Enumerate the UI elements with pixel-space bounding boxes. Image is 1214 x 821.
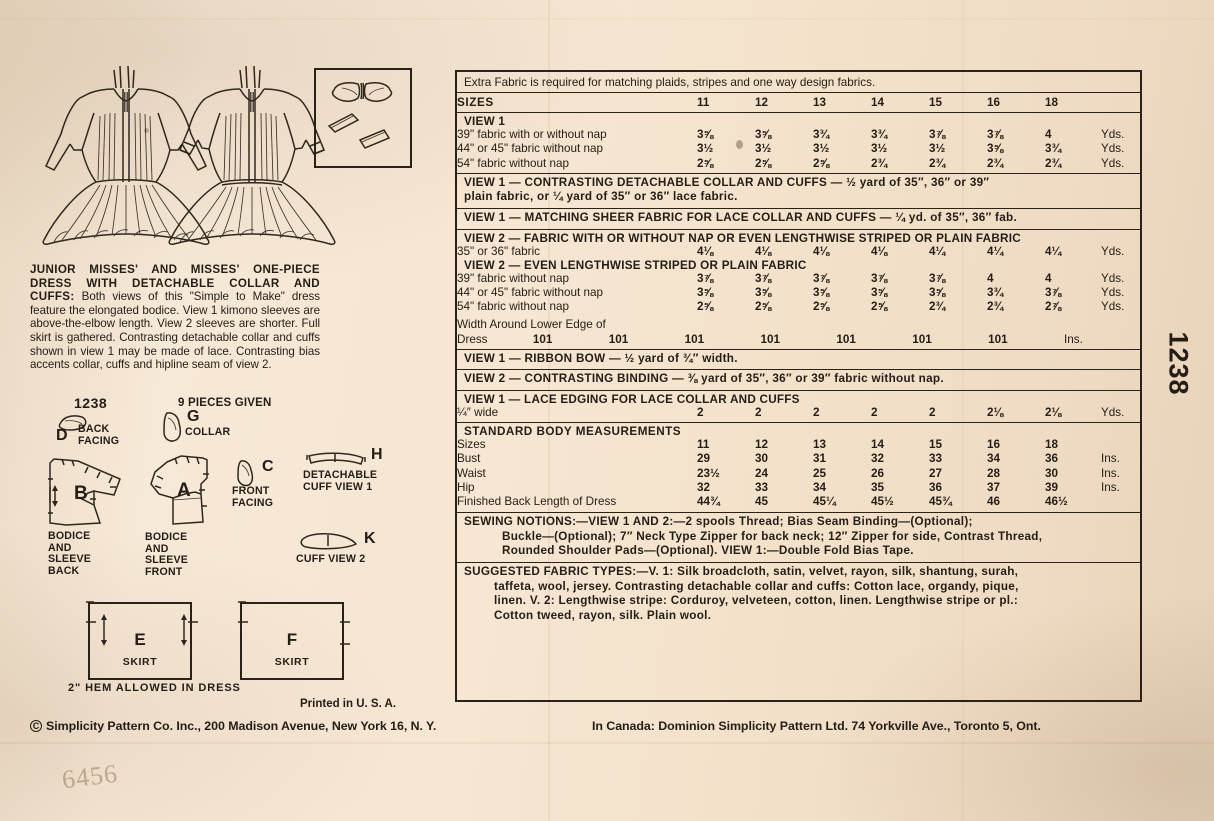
- row-label: 54" fabric without nap: [457, 300, 570, 314]
- canada-distributor-line: In Canada: Dominion Simplicity Pattern Ltd. 74 Yorkville Ave., Toronto 5, Ont.: [592, 719, 1041, 733]
- piece-e-grain-marks: [84, 600, 208, 686]
- note-ribbon-bow: VIEW 1 — RIBBON BOW — ½ yard of ¾″ width.: [464, 351, 738, 365]
- cell: 101: [684, 332, 705, 346]
- cell: 2¾: [987, 156, 1004, 170]
- view2-heading-a: VIEW 2 — FABRIC WITH OR WITHOUT NAP OR EVEN LENGTHWISE STRIPED OR PLAIN FABRIC: [464, 231, 1021, 245]
- table-row: [457, 272, 1140, 286]
- cell: 46½: [1045, 495, 1068, 509]
- piece-g-letter: G: [187, 408, 200, 425]
- cell: 3⅞: [1045, 286, 1062, 299]
- note-collar-cuffs: [457, 174, 1140, 208]
- note-collar-cuffs-line2: plain fabric, or ¼ yard of 35″ or 36″ lace fabric.: [464, 190, 738, 204]
- cell: 3⅞: [697, 271, 714, 285]
- size-col-4: 15: [929, 96, 943, 109]
- table-row: [457, 452, 1140, 466]
- cell: 3½: [871, 142, 888, 156]
- piece-a-letter: A: [177, 480, 191, 501]
- table-row: [457, 142, 1140, 156]
- detachable-cuff-piece-icon: [305, 450, 367, 470]
- pattern-pieces-diagram: [28, 408, 428, 692]
- body-measurements-heading: STANDARD BODY MEASUREMENTS: [464, 425, 682, 439]
- row-unit: Yds.: [1101, 156, 1125, 170]
- cell: 32: [697, 480, 711, 494]
- cell: 3⅞: [987, 128, 1004, 142]
- cell: 4⅛: [697, 244, 714, 258]
- piece-e-skirt: [88, 602, 192, 680]
- size-col-0: 11: [697, 96, 710, 109]
- cell: 4⅛: [755, 244, 772, 258]
- view2-fabric-row-a: [457, 245, 1140, 259]
- piece-h-label-line2: CUFF VIEW 1: [303, 480, 373, 493]
- cell: 36: [929, 480, 943, 494]
- cell: 3⅝: [813, 286, 830, 299]
- table-row: [457, 333, 1140, 347]
- handwritten-note: 6456: [60, 758, 120, 795]
- cell: 2⅝: [697, 300, 714, 314]
- cell: 101: [760, 332, 781, 346]
- cell: 4¼: [1045, 244, 1062, 258]
- row-unit: Ins.: [1101, 466, 1120, 480]
- row-label: Bust: [457, 452, 481, 466]
- piece-a-label-line1: BODICE: [145, 531, 188, 543]
- cell: 14: [871, 438, 885, 452]
- cell: 2⅝: [813, 156, 830, 170]
- row-unit: Yds.: [1101, 142, 1125, 156]
- detachable-collar-and-cuffs-sketch: [316, 70, 410, 166]
- sewing-notions-block: [457, 513, 1140, 562]
- cell: 4¼: [929, 244, 946, 258]
- piece-d-label-line1: BACK: [78, 423, 110, 435]
- view1-heading: VIEW 1: [464, 115, 506, 129]
- notions-line2: Buckle—(Optional); 7″ Neck Type Zipper for back neck; 12″ Zipper for side, Contrast Thread,: [502, 529, 1043, 543]
- size-unit: [1101, 93, 1140, 110]
- piece-k-label: CUFF VIEW 2: [296, 553, 366, 565]
- cell: 13: [813, 438, 827, 452]
- cell: 45¼: [813, 495, 836, 509]
- table-row: [457, 286, 1140, 300]
- table-row: [457, 481, 1140, 495]
- table-row: [457, 438, 1140, 452]
- cell: 3⅝: [871, 286, 888, 299]
- view2-heading-b: VIEW 2 — EVEN LENGTHWISE STRIPED OR PLAIN FABRIC: [464, 258, 807, 272]
- piece-f-grain-marks: [236, 600, 360, 686]
- cell: 2⅛: [987, 406, 1004, 419]
- cuff-view2-piece-icon: [298, 532, 360, 554]
- row-label: 39" fabric without nap: [457, 271, 570, 285]
- cell: 36: [1045, 452, 1059, 466]
- cell: 3½: [697, 142, 714, 156]
- piece-b-letter: B: [74, 483, 88, 504]
- row-label: Finished Back Length of Dress: [457, 495, 617, 509]
- cell: 30: [755, 452, 769, 466]
- piece-e-label: SKIRT: [122, 656, 158, 668]
- view2-fabric-rows-b: [457, 272, 1140, 315]
- row-unit: Yds.: [1101, 244, 1125, 258]
- cell: 45½: [871, 495, 894, 509]
- cell: 16: [987, 438, 1001, 452]
- cell: 32: [871, 452, 885, 466]
- collar-cuff-detail-box: [314, 68, 412, 168]
- piece-c-letter: C: [262, 458, 274, 475]
- cell: 2¾: [1045, 156, 1062, 170]
- cell: 37: [987, 480, 1001, 494]
- front-facing-piece-icon: [234, 458, 260, 488]
- cell: 2: [929, 406, 936, 419]
- note-collar-cuffs-line1: VIEW 1 — CONTRASTING DETACHABLE COLLAR AND CUFFS — ½ yard of 35″, 36″ or 39″: [464, 175, 990, 189]
- cell: 101: [912, 332, 932, 346]
- cell: 3¾: [1045, 142, 1062, 156]
- cell: 24: [755, 466, 769, 480]
- cell: 2¾: [929, 156, 946, 170]
- cell: 3⅝: [755, 128, 772, 142]
- piece-c-front-facing: [232, 458, 274, 509]
- piece-e-letter: E: [134, 630, 146, 649]
- piece-b-label-line2: AND: [48, 541, 72, 554]
- cell: 3⅞: [755, 271, 772, 285]
- cell: 2: [697, 406, 704, 419]
- fabrics-line1: SUGGESTED FABRIC TYPES:—V. 1: Silk broadcloth, satin, velvet, rayon, silk, shantung, surah,: [464, 565, 1019, 578]
- piece-b-label-line1: BODICE: [48, 530, 91, 542]
- size-col-1: 12: [755, 96, 769, 109]
- note-contrasting-binding: VIEW 2 — CONTRASTING BINDING — ⅜ yard of 35″, 36″ or 39″ fabric without nap.: [464, 372, 944, 386]
- cell: 2: [871, 406, 878, 419]
- row-unit: Yds.: [1101, 300, 1125, 314]
- copyright-icon: C: [30, 720, 42, 732]
- row-unit: Yds.: [1101, 406, 1125, 419]
- row-label: Hip: [457, 480, 475, 494]
- row-label: 39" fabric with or without nap: [457, 128, 607, 142]
- fabrics-line4: Cotton tweed, rayon, silk. Plain wool.: [494, 608, 712, 622]
- description-headline: JUNIOR MISSES' AND MISSES' ONE-PIECE DRESS WITH DETACHABLE COLLAR AND CUFFS:: [30, 263, 320, 304]
- cell: 3¾: [813, 128, 830, 142]
- note-sheer-fabric: VIEW 1 — MATCHING SHEER FABRIC FOR LACE COLLAR AND CUFFS — ¼ yd. of 35″, 36″ fab.: [464, 211, 1018, 224]
- cell: 33: [755, 480, 769, 494]
- cell: 11: [697, 438, 710, 452]
- cell: 3⅞: [871, 271, 888, 285]
- bodice-sleeve-back-piece-icon: [48, 457, 128, 529]
- cell: 3⅞: [929, 271, 946, 285]
- cell: 3⅞: [813, 271, 830, 285]
- row-unit: [1101, 438, 1140, 452]
- cell: 2¾: [871, 156, 888, 170]
- row-unit: Ins.: [1101, 452, 1120, 466]
- fabrics-line2: taffeta, wool, jersey. Contrasting detachable collar and cuffs: Cotton lace, organdy, pique,: [494, 579, 1019, 593]
- copyright-line: [30, 719, 436, 733]
- cell: 12: [755, 438, 769, 452]
- row-label: Sizes: [457, 438, 486, 452]
- piece-a-label-line4: FRONT: [145, 565, 183, 578]
- cell: 35: [871, 480, 885, 494]
- cell: 3¾: [871, 128, 888, 142]
- table-row: [457, 467, 1140, 481]
- row-label: Waist: [457, 466, 486, 480]
- cell: 3⅝: [697, 286, 714, 299]
- copyright-text: Simplicity Pattern Co. Inc., 200 Madison Avenue, New York 16, N. Y.: [46, 719, 437, 733]
- piece-k-cuff-view2: [296, 530, 376, 565]
- cell: 44¾: [697, 495, 720, 509]
- cell: 2⅝: [697, 156, 714, 170]
- cell: 3½: [755, 142, 772, 156]
- hem-allowance-note: 2" HEM ALLOWED IN DRESS: [68, 682, 241, 694]
- lace-edging-heading: VIEW 1 — LACE EDGING FOR LACE COLLAR AND CUFFS: [464, 393, 800, 406]
- sizes-header-row: [457, 93, 1140, 110]
- table-row: [457, 157, 1140, 171]
- row-label: 44" or 45" fabric without nap: [457, 142, 604, 156]
- cell: 34: [813, 480, 827, 494]
- cell: 2¾: [987, 300, 1004, 314]
- cell: 4: [987, 271, 994, 285]
- size-col-5: 16: [987, 96, 1001, 109]
- cell: 45¾: [929, 495, 952, 509]
- piece-f-skirt: [240, 602, 344, 680]
- cell: 2: [755, 406, 762, 419]
- piece-d-letter: D: [56, 427, 68, 444]
- row-unit: Yds.: [1101, 286, 1125, 299]
- row-unit: Ins.: [1064, 332, 1083, 346]
- cell: 28: [987, 466, 1001, 480]
- cell: 46: [987, 495, 1001, 509]
- width-lower-edge-line1: Width Around Lower Edge of: [457, 318, 606, 332]
- table-row: [457, 495, 1140, 509]
- row-label: ¼″ wide: [457, 406, 499, 419]
- cell: 34: [987, 452, 1001, 466]
- table-row: [457, 406, 1140, 420]
- cell: 27: [929, 466, 943, 480]
- cell: 4¼: [987, 244, 1004, 258]
- cell: 101: [608, 332, 629, 346]
- row-label: 44" or 45" fabric without nap: [457, 286, 604, 299]
- cell: 2⅛: [1045, 406, 1062, 419]
- piece-g-label: COLLAR: [185, 426, 231, 438]
- piece-a-bodice-sleeve-front: [145, 454, 223, 578]
- piece-h-label-line1: DETACHABLE: [303, 469, 378, 481]
- piece-b-label-line4: BACK: [48, 564, 80, 577]
- cell: 25: [813, 466, 827, 480]
- extra-fabric-note: Extra Fabric is required for matching plaids, stripes and one way design fabrics.: [464, 76, 876, 89]
- paper-crease-top: [0, 18, 1214, 20]
- row-unit: [1101, 495, 1140, 509]
- cell: 4: [1045, 128, 1052, 142]
- cell: 26: [871, 466, 885, 480]
- row-label: 35" or 36" fabric: [457, 244, 541, 258]
- description-body: Both views of this "Simple to Make" dress feature the elongated bodice. View 1 kimono sleeves are above-the-elbow length. View 2 sleeves are shorter. Full skirt is gathered. Contrasting detachable collar and cuffs shown in view 1 may be made of lace. Contrasting bias accents collar, cuffs and hipline seam of view 2.: [30, 290, 320, 372]
- cell: 4⅛: [871, 244, 888, 258]
- width-lower-edge-line2: Dress: [457, 332, 488, 346]
- pattern-number-vertical: 1238: [1163, 331, 1194, 396]
- row-unit: Yds.: [1101, 271, 1125, 285]
- piece-c-label-line2: FACING: [232, 496, 274, 509]
- piece-a-label-line2: AND: [145, 542, 169, 555]
- table-row: [457, 317, 1140, 332]
- description-block: [30, 263, 320, 372]
- view1-fabric-rows: [457, 128, 1140, 171]
- pieces-given-label: 9 PIECES GIVEN: [178, 397, 272, 409]
- view1-and-view2-dress-figures: [28, 58, 298, 248]
- size-col-2: 13: [813, 96, 827, 109]
- printed-in-usa: Printed in U. S. A.: [300, 698, 397, 710]
- cell: 3⅝: [697, 128, 714, 142]
- cell: 2¾: [929, 300, 946, 314]
- paper-crease-horizontal: [0, 742, 1214, 744]
- piece-f-label: SKIRT: [274, 656, 310, 668]
- piece-f-letter: F: [286, 630, 298, 649]
- piece-c-label-line1: FRONT: [232, 485, 270, 497]
- notions-line3: Rounded Shoulder Pads—(Optional). VIEW 1:—Double Fold Bias Tape.: [502, 544, 914, 558]
- table-row: [457, 245, 1140, 259]
- cell: 45: [755, 495, 769, 509]
- dress-illustrations: [28, 58, 298, 248]
- cell: 30: [1045, 466, 1059, 480]
- notions-line1: SEWING NOTIONS:—VIEW 1 AND 2:—2 spools Thread; Bias Seam Binding—(Optional);: [464, 515, 973, 529]
- piece-d-back-facing: [56, 412, 120, 447]
- piece-a-label-line3: SLEEVE: [145, 554, 189, 567]
- suggested-fabric-types-block: [457, 563, 1140, 626]
- cell: 2⅝: [755, 300, 772, 314]
- piece-b-bodice-sleeve-back: [48, 457, 128, 577]
- lace-edging-row: [457, 406, 1140, 420]
- cell: 3⅝: [755, 286, 772, 299]
- pattern-number: 1238: [74, 395, 108, 411]
- row-unit: Ins.: [1101, 480, 1120, 494]
- row-label: 54" fabric without nap: [457, 156, 570, 170]
- cell: 31: [813, 452, 827, 466]
- table-row: [457, 128, 1140, 142]
- cell: 39: [1045, 480, 1059, 494]
- piece-b-label-line3: SLEEVE: [48, 553, 92, 566]
- sizes-label: SIZES: [457, 96, 494, 109]
- standard-body-measurements-table: [457, 438, 1140, 509]
- cell: 3½: [929, 142, 946, 156]
- cell: 101: [988, 332, 1008, 346]
- cell: 2⅝: [871, 300, 888, 314]
- cell: 3⅞: [929, 128, 946, 142]
- piece-d-label-line2: FACING: [78, 434, 120, 447]
- cell: 15: [929, 438, 943, 452]
- size-col-6: 18: [1045, 96, 1059, 109]
- piece-h-letter: H: [371, 446, 383, 463]
- width-around-lower-edge: [457, 317, 1140, 346]
- cell: 4: [1045, 271, 1052, 285]
- cell: 2⅝: [755, 156, 772, 170]
- cell: 2⅝: [813, 300, 830, 314]
- cell: 2: [813, 406, 820, 419]
- fabric-requirements-chart: [455, 70, 1142, 702]
- cell: 3⅝: [929, 286, 946, 299]
- piece-k-letter: K: [364, 530, 376, 547]
- cell: 33: [929, 452, 943, 466]
- row-unit: Yds.: [1101, 128, 1125, 142]
- cell: 2⅞: [1045, 300, 1062, 314]
- cell: 29: [697, 452, 711, 466]
- cell: 23½: [697, 466, 720, 480]
- cell: 101: [836, 332, 856, 346]
- table-row: [457, 300, 1140, 314]
- piece-h-detachable-cuff: [303, 446, 383, 493]
- fabrics-line3: linen. V. 2: Lengthwise stripe: Corduroy, velveteen, cotton, linen. Lengthwise stripe or pl.:: [494, 594, 1019, 608]
- cell: 3½: [813, 142, 830, 156]
- cell: 3⅝: [987, 142, 1004, 156]
- cell: 101: [532, 332, 553, 346]
- piece-g-collar: [159, 408, 231, 444]
- cell: 3¾: [987, 286, 1004, 299]
- cell: 18: [1045, 438, 1059, 452]
- cell: 4⅛: [813, 244, 830, 258]
- size-col-3: 14: [871, 96, 885, 109]
